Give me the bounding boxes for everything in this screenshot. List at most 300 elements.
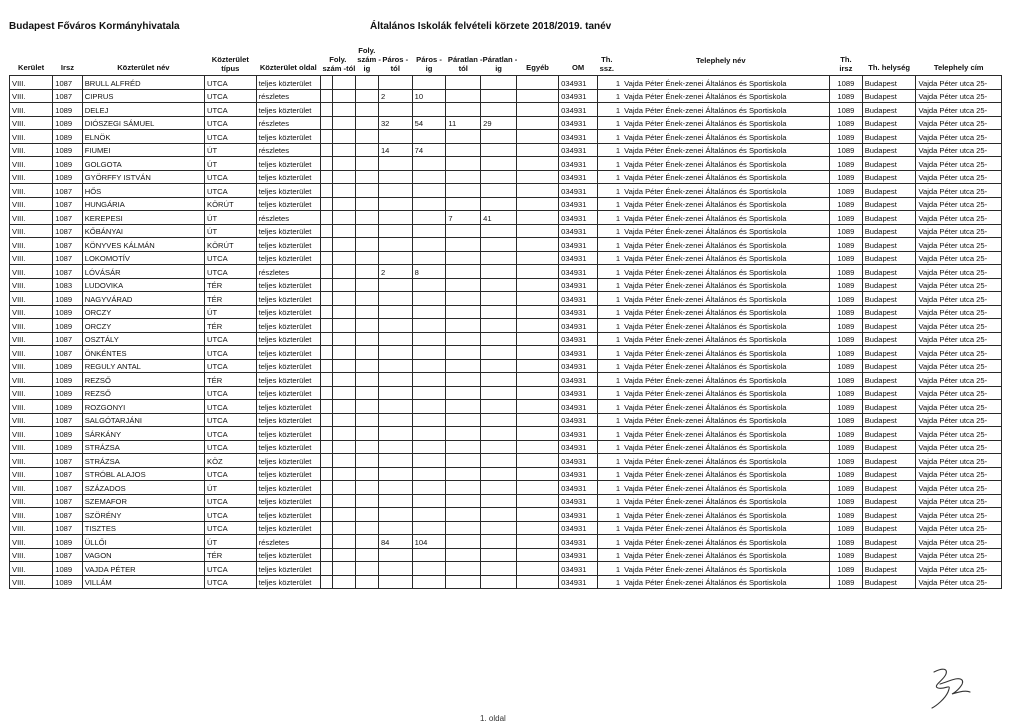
cell-paros-ig (412, 508, 446, 522)
col-irsz: Irsz (53, 35, 83, 76)
cell-irsz: 1087 (53, 332, 83, 346)
cell-paratlan-tol (446, 76, 481, 90)
cell-irsz: 1087 (53, 251, 83, 265)
cell-kozterulet-tipus: ÚT (205, 305, 257, 319)
cell-kozterulet-oldal: teljes közterület (256, 319, 320, 333)
cell-telephely-nev-text: Vajda Péter Ének-zenei Általános és Sportiskola (624, 92, 787, 101)
cell-telephely-nev-text: Vajda Péter Ének-zenei Általános és Sportiskola (624, 362, 787, 371)
cell-telephely-cim: Vajda Péter utca 25- (916, 197, 1002, 211)
cell-paratlan-tol (446, 157, 481, 171)
cell-telephely-cim: Vajda Péter utca 25- (916, 76, 1002, 90)
cell-foly-szam-tol-a (320, 346, 332, 360)
cell-kozterulet-tipus: UTCA (205, 130, 257, 144)
cell-telephely-nev-text: Vajda Péter Ének-zenei Általános és Sportiskola (624, 389, 787, 398)
cell-foly-szam-tol-b (332, 116, 355, 130)
cell-kozterulet-nev: ORCZY (82, 319, 204, 333)
cell-foly-szam-tol-a (320, 400, 332, 414)
cell-irsz: 1089 (53, 292, 83, 306)
cell-foly-szam-tol-b (332, 548, 355, 562)
cell-paros-tol: 2 (378, 89, 412, 103)
cell-th-helyseg: Budapest (862, 535, 916, 549)
cell-paros-tol (378, 562, 412, 576)
cell-th-ssz: 1 (615, 159, 621, 169)
cell-foly-szam-tol-a (320, 211, 332, 225)
cell-paratlan-ig (481, 278, 517, 292)
cell-paratlan-tol (446, 170, 481, 184)
cell-foly-szam-tol-b (332, 413, 355, 427)
cell-foly-szam-tol-b (332, 319, 355, 333)
cell-irsz: 1087 (53, 481, 83, 495)
table-row (10, 184, 1002, 198)
cell-th-irsz: 1089 (830, 332, 863, 346)
cell-paratlan-tol (446, 562, 481, 576)
cell-th-ssz: 1 (615, 92, 621, 101)
col-kerulet: Kerület (10, 35, 53, 76)
cell-telephely-nev (598, 116, 830, 130)
cell-telephely-cim: Vajda Péter utca 25- (916, 251, 1002, 265)
cell-om: 034931 (559, 481, 598, 495)
cell-paros-tol (378, 130, 412, 144)
cell-kerulet: VIII. (10, 535, 53, 549)
cell-th-irsz: 1089 (830, 359, 863, 373)
cell-telephely-nev (598, 265, 830, 279)
cell-kozterulet-oldal: teljes közterület (256, 373, 320, 387)
table-row (10, 305, 1002, 319)
cell-telephely-nev (598, 467, 830, 481)
cell-kozterulet-oldal: teljes közterület (256, 508, 320, 522)
cell-kozterulet-oldal: részletes (256, 143, 320, 157)
cell-th-ssz: 1 (615, 132, 621, 142)
cell-paratlan-ig (481, 359, 517, 373)
cell-kozterulet-tipus: UTCA (205, 103, 257, 117)
cell-kerulet: VIII. (10, 170, 53, 184)
cell-th-ssz: 1 (615, 389, 621, 398)
cell-irsz: 1087 (53, 76, 83, 90)
table-row (10, 386, 1002, 400)
cell-telephely-cim: Vajda Péter utca 25- (916, 521, 1002, 535)
cell-paratlan-ig (481, 184, 517, 198)
cell-kozterulet-oldal: teljes közterület (256, 197, 320, 211)
cell-foly-szam-ig (355, 211, 378, 225)
cell-kozterulet-nev: LÓVÁSÁR (82, 265, 204, 279)
cell-kozterulet-oldal: teljes közterület (256, 157, 320, 171)
cell-th-ssz: 1 (615, 200, 621, 209)
cell-kozterulet-tipus: UTCA (205, 170, 257, 184)
cell-th-helyseg: Budapest (862, 400, 916, 414)
cell-kozterulet-oldal: teljes közterület (256, 548, 320, 562)
cell-th-irsz: 1089 (830, 400, 863, 414)
cell-th-irsz: 1089 (830, 211, 863, 225)
cell-th-helyseg: Budapest (862, 211, 916, 225)
cell-irsz: 1089 (53, 386, 83, 400)
cell-foly-szam-tol-b (332, 89, 355, 103)
cell-paros-tol (378, 278, 412, 292)
cell-paros-ig (412, 386, 446, 400)
col-th-helyseg: Th. helység (862, 35, 916, 76)
cell-egyeb (516, 454, 558, 468)
cell-egyeb (516, 346, 558, 360)
cell-kozterulet-tipus: TÉR (205, 548, 257, 562)
cell-kozterulet-nev: LOKOMOTÍV (82, 251, 204, 265)
cell-paratlan-ig (481, 494, 517, 508)
cell-kerulet: VIII. (10, 116, 53, 130)
cell-kozterulet-oldal: teljes közterület (256, 184, 320, 198)
cell-kozterulet-nev: SALGÓTARJÁNI (82, 413, 204, 427)
cell-kozterulet-oldal: teljes közterület (256, 400, 320, 414)
cell-kozterulet-tipus: UTCA (205, 116, 257, 130)
cell-irsz: 1087 (53, 521, 83, 535)
cell-paros-tol (378, 251, 412, 265)
cell-telephely-cim: Vajda Péter utca 25- (916, 494, 1002, 508)
cell-paros-ig (412, 346, 446, 360)
table-row (10, 130, 1002, 144)
cell-paros-ig (412, 575, 446, 589)
cell-om: 034931 (559, 494, 598, 508)
cell-foly-szam-ig (355, 494, 378, 508)
cell-paros-tol: 2 (378, 265, 412, 279)
cell-om: 034931 (559, 400, 598, 414)
cell-egyeb (516, 143, 558, 157)
cell-irsz: 1089 (53, 157, 83, 171)
cell-foly-szam-ig (355, 224, 378, 238)
table-row (10, 116, 1002, 130)
cell-telephely-cim: Vajda Péter utca 25- (916, 130, 1002, 144)
cell-th-ssz: 1 (615, 267, 621, 277)
cell-kerulet: VIII. (10, 575, 53, 589)
cell-om: 034931 (559, 373, 598, 387)
cell-foly-szam-tol-b (332, 251, 355, 265)
cell-irsz: 1087 (53, 224, 83, 238)
cell-kozterulet-oldal: teljes közterület (256, 224, 320, 238)
cell-th-ssz: 1 (615, 510, 621, 520)
cell-irsz: 1087 (53, 238, 83, 252)
cell-foly-szam-tol-b (332, 400, 355, 414)
cell-egyeb (516, 548, 558, 562)
cell-egyeb (516, 292, 558, 306)
cell-th-helyseg: Budapest (862, 143, 916, 157)
col-om: OM (559, 35, 598, 76)
cell-th-ssz: 1 (615, 78, 621, 88)
cell-telephely-nev-text: Vajda Péter Ének-zenei Általános és Sportiskola (624, 537, 787, 547)
cell-foly-szam-ig (355, 400, 378, 414)
cell-kozterulet-oldal: teljes közterület (256, 413, 320, 427)
cell-kozterulet-tipus: UTCA (205, 508, 257, 522)
cell-paratlan-ig: 41 (481, 211, 517, 225)
cell-paratlan-ig (481, 562, 517, 576)
cell-irsz: 1089 (53, 143, 83, 157)
cell-foly-szam-tol-b (332, 211, 355, 225)
cell-egyeb (516, 157, 558, 171)
cell-telephely-cim: Vajda Péter utca 25- (916, 319, 1002, 333)
cell-paros-ig (412, 103, 446, 117)
cell-th-irsz: 1089 (830, 346, 863, 360)
cell-egyeb (516, 467, 558, 481)
cell-th-irsz: 1089 (830, 238, 863, 252)
cell-kozterulet-nev: STRÁZSA (82, 440, 204, 454)
cell-th-irsz: 1089 (830, 440, 863, 454)
cell-foly-szam-ig (355, 292, 378, 306)
cell-egyeb (516, 359, 558, 373)
cell-th-helyseg: Budapest (862, 575, 916, 589)
cell-paros-ig (412, 400, 446, 414)
cell-th-irsz: 1089 (830, 278, 863, 292)
cell-kozterulet-tipus: UTCA (205, 413, 257, 427)
cell-om: 034931 (559, 89, 598, 103)
table-body (10, 76, 1002, 589)
cell-telephely-cim: Vajda Péter utca 25- (916, 400, 1002, 414)
cell-kozterulet-oldal: részletes (256, 211, 320, 225)
cell-foly-szam-ig (355, 103, 378, 117)
cell-kozterulet-tipus: UTCA (205, 89, 257, 103)
col-paros-tol: Páros - tól (378, 35, 412, 76)
cell-foly-szam-tol-b (332, 359, 355, 373)
cell-egyeb (516, 481, 558, 495)
cell-telephely-cim: Vajda Péter utca 25- (916, 305, 1002, 319)
cell-paratlan-tol (446, 346, 481, 360)
cell-telephely-nev-text: Vajda Péter Ének-zenei Általános és Sportiskola (624, 267, 787, 277)
cell-paros-tol (378, 481, 412, 495)
table-row (10, 481, 1002, 495)
cell-foly-szam-ig (355, 386, 378, 400)
cell-paros-ig: 8 (412, 265, 446, 279)
cell-paratlan-tol (446, 481, 481, 495)
cell-telephely-nev-text: Vajda Péter Ének-zenei Általános és Sportiskola (624, 510, 787, 520)
cell-th-helyseg: Budapest (862, 224, 916, 238)
cell-telephely-nev-text: Vajda Péter Ének-zenei Általános és Sportiskola (624, 119, 787, 128)
cell-th-helyseg: Budapest (862, 157, 916, 171)
cell-th-ssz: 1 (615, 537, 621, 547)
cell-foly-szam-tol-a (320, 332, 332, 346)
cell-foly-szam-ig (355, 251, 378, 265)
cell-foly-szam-tol-b (332, 521, 355, 535)
cell-th-helyseg: Budapest (862, 197, 916, 211)
table-row (10, 508, 1002, 522)
cell-kozterulet-nev: SZEMAFOR (82, 494, 204, 508)
cell-telephely-nev (598, 548, 830, 562)
cell-om: 034931 (559, 440, 598, 454)
cell-th-irsz: 1089 (830, 562, 863, 576)
cell-th-helyseg: Budapest (862, 265, 916, 279)
cell-paratlan-ig (481, 575, 517, 589)
cell-foly-szam-tol-b (332, 265, 355, 279)
cell-paros-tol (378, 332, 412, 346)
cell-telephely-nev-text: Vajda Péter Ének-zenei Általános és Sportiskola (624, 348, 787, 358)
cell-kerulet: VIII. (10, 76, 53, 90)
cell-om: 034931 (559, 278, 598, 292)
cell-th-helyseg: Budapest (862, 454, 916, 468)
cell-kozterulet-nev: STRÁZSA (82, 454, 204, 468)
cell-th-helyseg: Budapest (862, 508, 916, 522)
cell-kozterulet-nev: VILLÁM (82, 575, 204, 589)
cell-paros-ig (412, 548, 446, 562)
cell-kozterulet-tipus: ÚT (205, 481, 257, 495)
cell-paratlan-ig (481, 251, 517, 265)
cell-foly-szam-tol-b (332, 197, 355, 211)
cell-om: 034931 (559, 116, 598, 130)
cell-paros-ig (412, 427, 446, 441)
cell-th-ssz: 1 (615, 551, 621, 560)
cell-irsz: 1089 (53, 359, 83, 373)
cell-paratlan-tol (446, 535, 481, 549)
table-row (10, 575, 1002, 589)
cell-foly-szam-tol-b (332, 454, 355, 468)
cell-om: 034931 (559, 238, 598, 252)
cell-th-irsz: 1089 (830, 305, 863, 319)
cell-foly-szam-ig (355, 508, 378, 522)
cell-paros-ig (412, 319, 446, 333)
cell-kozterulet-oldal: teljes közterület (256, 575, 320, 589)
cell-kozterulet-oldal: teljes közterület (256, 454, 320, 468)
cell-egyeb (516, 562, 558, 576)
cell-kozterulet-oldal: teljes közterület (256, 386, 320, 400)
table-row (10, 427, 1002, 441)
cell-egyeb (516, 386, 558, 400)
cell-kerulet: VIII. (10, 521, 53, 535)
cell-om: 034931 (559, 346, 598, 360)
cell-irsz: 1087 (53, 184, 83, 198)
cell-irsz: 1089 (53, 440, 83, 454)
cell-foly-szam-tol-a (320, 224, 332, 238)
cell-egyeb (516, 400, 558, 414)
table-row (10, 292, 1002, 306)
cell-th-ssz: 1 (615, 119, 621, 128)
cell-foly-szam-tol-a (320, 494, 332, 508)
cell-foly-szam-ig (355, 413, 378, 427)
cell-foly-szam-tol-a (320, 265, 332, 279)
col-foly-szam-ig: Foly. szám - ig (355, 35, 378, 76)
cell-telephely-cim: Vajda Péter utca 25- (916, 562, 1002, 576)
cell-irsz: 1087 (53, 494, 83, 508)
cell-paros-tol (378, 467, 412, 481)
cell-th-irsz: 1089 (830, 130, 863, 144)
cell-paratlan-ig (481, 76, 517, 90)
cell-kozterulet-tipus: TÉR (205, 373, 257, 387)
table-row (10, 346, 1002, 360)
cell-paratlan-tol (446, 575, 481, 589)
cell-paros-ig (412, 278, 446, 292)
cell-telephely-nev (598, 278, 830, 292)
cell-foly-szam-tol-a (320, 170, 332, 184)
cell-foly-szam-ig (355, 562, 378, 576)
cell-foly-szam-ig (355, 454, 378, 468)
cell-telephely-nev-text: Vajda Péter Ének-zenei Általános és Sportiskola (624, 470, 787, 479)
cell-kozterulet-tipus: UTCA (205, 427, 257, 441)
cell-paros-ig (412, 440, 446, 454)
cell-paratlan-tol (446, 278, 481, 292)
cell-paratlan-tol (446, 454, 481, 468)
cell-om: 034931 (559, 508, 598, 522)
cell-paros-ig (412, 184, 446, 198)
cell-paros-tol (378, 319, 412, 333)
cell-telephely-nev (598, 184, 830, 198)
cell-th-ssz: 1 (615, 429, 621, 439)
cell-kerulet: VIII. (10, 184, 53, 198)
cell-kerulet: VIII. (10, 238, 53, 252)
cell-paros-ig (412, 211, 446, 225)
cell-foly-szam-tol-a (320, 116, 332, 130)
cell-foly-szam-ig (355, 305, 378, 319)
cell-foly-szam-tol-b (332, 184, 355, 198)
cell-foly-szam-ig (355, 575, 378, 589)
cell-paratlan-tol (446, 494, 481, 508)
cell-telephely-nev-text: Vajda Péter Ének-zenei Általános és Sportiskola (624, 321, 787, 331)
cell-telephely-nev-text: Vajda Péter Ének-zenei Általános és Sportiskola (624, 294, 787, 304)
cell-kozterulet-nev: OSZTÁLY (82, 332, 204, 346)
cell-irsz: 1089 (53, 427, 83, 441)
cell-kerulet: VIII. (10, 319, 53, 333)
cell-paros-tol (378, 184, 412, 198)
cell-om: 034931 (559, 575, 598, 589)
cell-foly-szam-tol-a (320, 454, 332, 468)
cell-telephely-cim: Vajda Péter utca 25- (916, 467, 1002, 481)
cell-telephely-nev-text: Vajda Péter Ének-zenei Általános és Sportiskola (624, 551, 787, 560)
cell-th-ssz: 1 (615, 524, 621, 533)
cell-kerulet: VIII. (10, 305, 53, 319)
cell-telephely-nev (598, 400, 830, 414)
table-row (10, 494, 1002, 508)
cell-paratlan-ig: 29 (481, 116, 517, 130)
cell-kozterulet-oldal: teljes közterület (256, 332, 320, 346)
cell-telephely-nev (598, 535, 830, 549)
cell-kozterulet-oldal: teljes közterület (256, 130, 320, 144)
cell-kozterulet-nev: ORCZY (82, 305, 204, 319)
cell-th-helyseg: Budapest (862, 292, 916, 306)
cell-th-ssz: 1 (615, 456, 621, 466)
cell-foly-szam-tol-b (332, 562, 355, 576)
cell-paratlan-tol (446, 130, 481, 144)
cell-telephely-cim: Vajda Péter utca 25- (916, 535, 1002, 549)
cell-foly-szam-tol-b (332, 238, 355, 252)
cell-kozterulet-tipus: TÉR (205, 292, 257, 306)
cell-irsz: 1087 (53, 508, 83, 522)
table-row (10, 521, 1002, 535)
cell-irsz: 1087 (53, 548, 83, 562)
cell-kozterulet-tipus: UTCA (205, 346, 257, 360)
cell-telephely-nev-text: Vajda Péter Ének-zenei Általános és Sportiskola (624, 240, 787, 250)
cell-th-irsz: 1089 (830, 494, 863, 508)
cell-foly-szam-tol-a (320, 305, 332, 319)
cell-paratlan-ig (481, 454, 517, 468)
cell-kozterulet-nev: GOLGOTA (82, 157, 204, 171)
cell-paros-tol (378, 494, 412, 508)
cell-th-irsz: 1089 (830, 481, 863, 495)
cell-foly-szam-tol-a (320, 413, 332, 427)
cell-th-helyseg: Budapest (862, 521, 916, 535)
cell-paratlan-tol (446, 197, 481, 211)
cell-th-ssz: 1 (615, 470, 621, 479)
cell-om: 034931 (559, 386, 598, 400)
table-row (10, 454, 1002, 468)
cell-foly-szam-tol-a (320, 76, 332, 90)
cell-telephely-nev (598, 346, 830, 360)
cell-foly-szam-tol-a (320, 184, 332, 198)
cell-paratlan-ig (481, 427, 517, 441)
cell-th-helyseg: Budapest (862, 373, 916, 387)
cell-irsz: 1089 (53, 535, 83, 549)
cell-egyeb (516, 224, 558, 238)
cell-om: 034931 (559, 157, 598, 171)
cell-egyeb (516, 238, 558, 252)
table-row (10, 265, 1002, 279)
cell-foly-szam-tol-b (332, 427, 355, 441)
cell-th-ssz: 1 (615, 362, 621, 371)
cell-om: 034931 (559, 319, 598, 333)
table-row (10, 89, 1002, 103)
cell-paratlan-tol (446, 548, 481, 562)
cell-foly-szam-ig (355, 332, 378, 346)
cell-th-ssz: 1 (615, 294, 621, 304)
cell-paros-ig (412, 494, 446, 508)
